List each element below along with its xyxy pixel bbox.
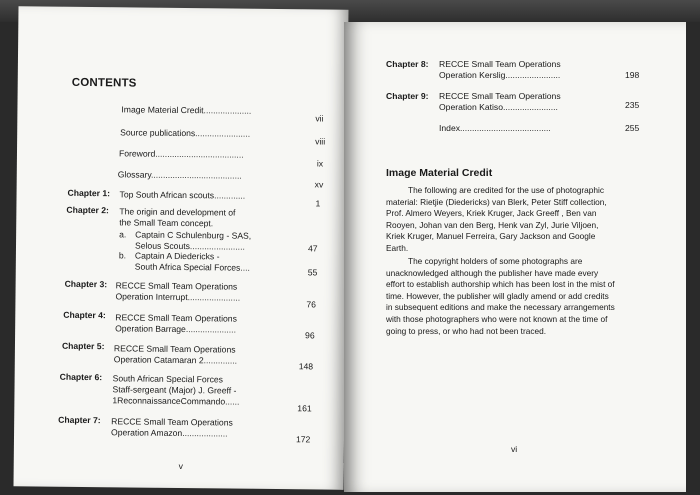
chapter-title: the Small Team concept. xyxy=(119,217,214,229)
toc-page-number: 1 xyxy=(315,198,321,209)
toc-page-number: 255 xyxy=(625,123,640,133)
chapter-number: Chapter 7: xyxy=(58,414,101,426)
section-title: Image Material Credit xyxy=(386,167,493,179)
chapter-number: Chapter 2: xyxy=(66,204,109,216)
page-folio: vi xyxy=(511,444,518,454)
chapter-title: RECCE Small Team Operations xyxy=(113,343,236,355)
subitem-title: Captain C Schulenburg - SAS, xyxy=(135,229,252,241)
right-page xyxy=(344,22,686,492)
chapter-number: Chapter 3: xyxy=(64,278,108,290)
chapter-title: 1ReconnaissanceCommando...... xyxy=(112,395,240,407)
paragraph-line: material: Rietjie (Diedericks) van Blerk, Peter Stiff collection, xyxy=(386,196,607,207)
toc-page-number: xv xyxy=(314,179,324,190)
chapter-title: RECCE Small Team Operations xyxy=(115,280,238,292)
toc-page-number: 198 xyxy=(625,70,640,80)
chapter-title: Operation Interrupt...................... xyxy=(115,291,241,303)
toc-page-number: 235 xyxy=(625,100,640,110)
chapter-title: Staff-sergeant (Major) J. Greeff - xyxy=(112,384,237,396)
chapter-number: Chapter 4: xyxy=(63,309,106,321)
paragraph-line: with those photographers who were not known at the time of xyxy=(386,313,608,324)
toc-index: Index...................................... xyxy=(439,123,551,133)
toc-page-number: viii xyxy=(315,136,326,147)
subitem-title: Captain A Diedericks - xyxy=(134,250,220,262)
subitem-marker: a. xyxy=(119,229,127,240)
toc-page-number: 47 xyxy=(307,243,318,254)
paragraph-line: Rooyen, Johan van den Berg, Henk van Zyl, Jurie Viljoen, xyxy=(386,219,599,230)
chapter-title: Operation Catamaran 2.............. xyxy=(113,354,238,366)
chapter-title: Operation Amazon................... xyxy=(111,427,228,439)
chapter-title: Operation Katiso....................... xyxy=(439,102,558,112)
toc-page-number: 96 xyxy=(305,330,315,341)
paragraph-line: The following are credited for the use of photographic xyxy=(408,185,605,195)
chapter-number: Chapter 6: xyxy=(59,371,103,383)
toc-page-number: 55 xyxy=(307,267,318,278)
chapter-title: RECCE Small Team Operations xyxy=(439,91,561,101)
toc-page-number: 172 xyxy=(295,434,311,445)
toc-front-item: Foreword..................................... xyxy=(118,148,244,160)
paragraph-line: Kriek Kruger, Manuel Ferreira, Gary Jackson and Google xyxy=(386,231,596,242)
subitem-title: South Africa Special Forces.... xyxy=(134,261,250,273)
paragraph-line: in subsequent editions and make the necessary arrangements xyxy=(386,302,615,313)
paragraph-line: going to press, or who had not been traced. xyxy=(386,325,547,336)
chapter-number: Chapter 1: xyxy=(67,187,111,199)
toc-page-number: ix xyxy=(316,158,324,169)
copyright-paragraph xyxy=(386,256,642,337)
chapter-title: Operation Kerslig....................... xyxy=(439,70,561,80)
chapter-number: Chapter 8: xyxy=(386,59,429,69)
paragraph-line: Prof. Almero Weyers, Kriek Kruger, Jack Greeff , Ben van xyxy=(386,208,597,219)
toc-front-item: Glossary...................................... xyxy=(117,169,242,181)
subitem-title: Selous Scouts....................... xyxy=(134,240,245,252)
paragraph-line: The copyright holders of some photographs are xyxy=(408,256,583,266)
paragraph-line: effort to establish authorship which has been lost in the mist of xyxy=(386,279,615,290)
chapter-number: Chapter 5: xyxy=(61,340,105,352)
page-folio: v xyxy=(178,460,184,472)
toc-page-number: vii xyxy=(315,113,324,124)
toc-front-item: Image Material Credit.................... xyxy=(121,104,252,116)
toc-front-item: Source publications....................... xyxy=(120,127,251,139)
contents-heading: CONTENTS xyxy=(71,76,137,90)
chapter-title: RECCE Small Team Operations xyxy=(111,416,233,428)
chapter-title: Top South African scouts............. xyxy=(119,189,246,201)
chapter-title: South African Special Forces xyxy=(112,373,224,385)
paragraph-line: unacknowledged although the publisher have made every xyxy=(386,267,599,278)
toc-page-number: 148 xyxy=(298,361,314,372)
toc-page-number: 161 xyxy=(297,403,312,414)
credit-paragraph xyxy=(386,185,642,255)
chapter-title: RECCE Small Team Operations xyxy=(115,312,237,324)
chapter-title: The origin and development of xyxy=(119,206,236,218)
chapter-title: Operation Barrage..................... xyxy=(115,323,237,335)
paragraph-line: time. However, the publisher will gladly amend or add credits xyxy=(386,290,609,301)
paragraph-line: Earth. xyxy=(386,242,409,253)
chapter-number: Chapter 9: xyxy=(386,91,429,101)
toc-page-number: 76 xyxy=(306,299,317,310)
chapter-title: RECCE Small Team Operations xyxy=(439,59,561,69)
subitem-marker: b. xyxy=(118,250,127,261)
left-page xyxy=(13,6,348,489)
